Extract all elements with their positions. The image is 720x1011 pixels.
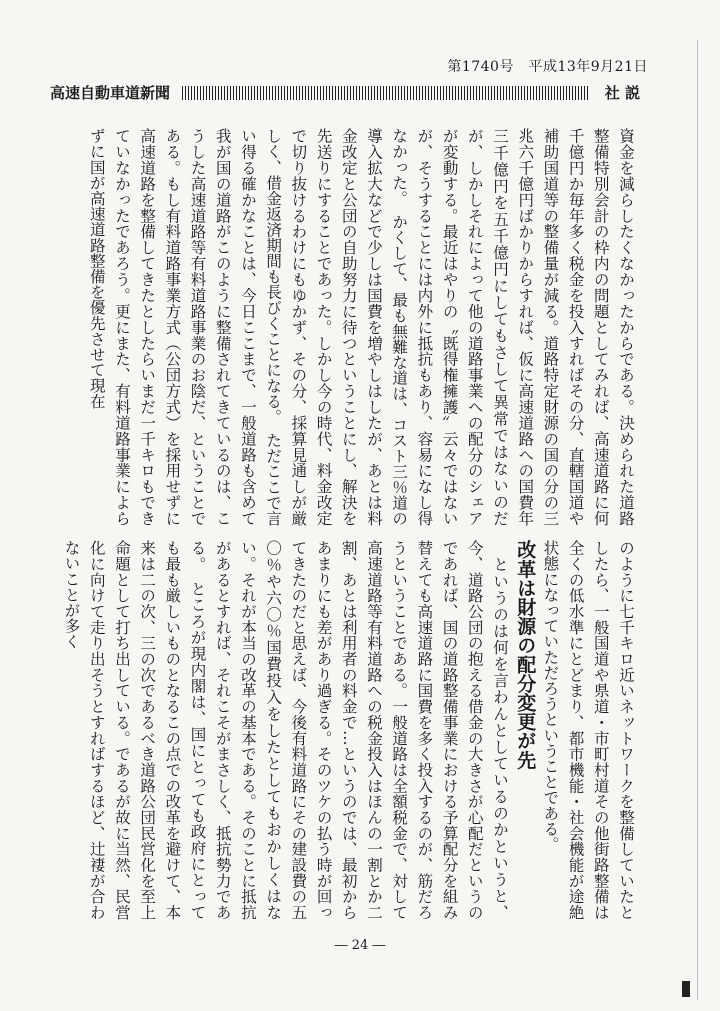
page-number: ― 24 ― [334, 938, 386, 953]
newspaper-header [50, 82, 640, 104]
page-edge-rule [697, 40, 712, 1000]
editorial-lower-block [48, 540, 638, 920]
subheading: 改革は財源の配分変更が先 [514, 540, 537, 770]
lower-intro-paragraph: のように七千キロ近いネットワークを整備していたとしたら、一般国道や県道・市町村道その他街路整備は全くの低水準にとどまり、都市機能・社会機能が途絶状態になっていただろうということである。 [541, 540, 635, 920]
newspaper-title: 高速自動車道新聞 [50, 82, 174, 103]
editorial-upper-block: 資金を減らしたくなかったからである。決められた道路整備特別会計の枠内の問題としてみれば、高速道路に何千億円か毎年多く税金を投入すればその分、直轄国道や補助国道等の整備量が減る。道路特定財源の国の分の三兆六千億円ばかりからすれば、仮に高速道路への国費年三千億円を五千億円にしてもさして異常ではないのだが、しかしそれによって他の道路事業への配分のシェアが変動する。最近はやりの〝既得権擁護〟云々ではないが、そうすることには内外に抵抗もあり、容易になし得なかった。 かくして、最も無難な道は、コスト三％道の導入拡大などで少しは国費を増やしはしたが、あとは料金改定と公団の自助努力に待つということにし、解決を先送りにすることであった。しかし今の時代、料金改定で切り抜けるわけにもゆかず、その分、採算見通しが厳しく、借金返済期間も長びくことになる。 ただここで言い得る確かなことは、今日ここまで、一般道路も含めて我が国の道路がこのように整備されてきているのは、こうした高速道路等有料道路事業のお陰だ、ということである。もし有料道路事業方式（公団方式）を採用せずに高速道路を整備してきたとしたらいまだ一千キロもできていなかったであろう。更にまた、有料道路事業によらずに国が高速道路整備を優先させて現在 [87, 128, 635, 526]
scan-mark [682, 981, 690, 997]
section-label: 社 説 [601, 82, 640, 103]
issue-date-line: 第1740号 平成13年9月21日 [447, 59, 648, 75]
lower-body-paragraph: というのは何を言わんとしているのかというと、今、道路公団の抱える借金の大きさが心配だというのであれば、国の道路整備事業における予算配分を組み替えても高速道路に国費を多く投入するのが、筋だろうということである。一般道路は全額税金で、対して高速道路等有料道路への税金投入はほんの一割とか二割、あとは利用者の料金で…というのでは、最初からあまりにも差があり過ぎる。そのツケの払う時が回ってきたのだと思えば、今後有料道路にその建設費の五〇％や六〇％国費投入をしたとしてもおかしくはない。それが本当の改革の基本である。そのことに抵抗があるとすれば、それこそがまさしく、抵抗勢力である。 ところが現内閣は、国にとっても政府にとっても最も厳しいものとなるこの点での改革を避けて、本来は二の次、三の次であるべき道路公団民営化を至上命題として打ち出している。であるが故に当然、民営化に向けて走り出そうとすればするほど、辻褄が合わないことが多く [62, 540, 509, 920]
header-rule [182, 86, 588, 100]
